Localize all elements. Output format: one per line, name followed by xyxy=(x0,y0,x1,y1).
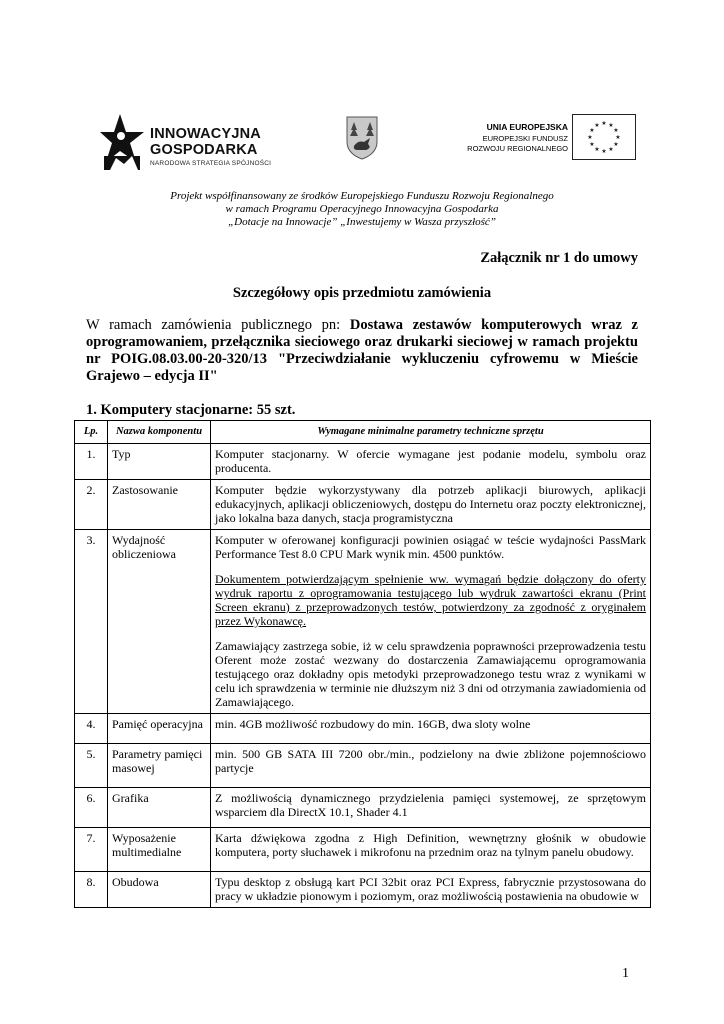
row-requirement xyxy=(211,480,651,530)
svg-text:★: ★ xyxy=(608,146,614,153)
svg-text:★: ★ xyxy=(594,122,600,129)
funding-note xyxy=(74,190,650,229)
row-component: Typ xyxy=(108,444,211,480)
row-number: 2. xyxy=(75,480,108,530)
table-row xyxy=(75,828,651,872)
row-number: 6. xyxy=(75,788,108,828)
row-number: 8. xyxy=(75,872,108,908)
header-component: Nazwa komponentu xyxy=(108,421,211,444)
logo-left-line3: NARODOWA STRATEGIA SPÓJNOŚCI xyxy=(150,160,272,167)
coat-of-arms-icon xyxy=(346,116,378,160)
requirement-text: Karta dźwiękowa zgodna z High Definition, wewnętrzny głośnik w obudowie komputera, porty słuchawek i mikrofonu na przednim oraz na tylnym panelu obudowy. xyxy=(215,831,646,859)
row-component: Obudowa xyxy=(108,872,211,908)
innowacyjna-gospodarka-logo xyxy=(100,112,290,172)
row-number: 7. xyxy=(75,828,108,872)
row-component: Grafika xyxy=(108,788,211,828)
row-requirement xyxy=(211,744,651,788)
svg-text:★: ★ xyxy=(589,141,595,148)
requirement-text: Zamawiający zastrzega sobie, iż w celu sprawdzenia poprawności przeprowadzenia testu Oferent może zostać wezwany do dostarczenia Zamawiającemu oprogramowania testującego oraz dokładny opis metodyki przeprowadzonego testu wraz z wynikami w celu ich sprawdzenia w terminie nie dłuższym niż 3 dni od otrzymania zawiadomienia od Zamawiającego. xyxy=(215,639,646,709)
row-component: Zastosowanie xyxy=(108,480,211,530)
requirement-text: Typu desktop z obsługą kart PCI 32bit oraz PCI Express, fabrycznie przystosowana do pracy w układzie pionowym i poziomym, oraz możliwością postawienia na obudowie w xyxy=(215,875,646,903)
row-requirement xyxy=(211,788,651,828)
row-number: 3. xyxy=(75,530,108,714)
row-requirement xyxy=(211,714,651,744)
svg-text:★: ★ xyxy=(594,146,600,153)
svg-text:★: ★ xyxy=(608,122,614,129)
table-row xyxy=(75,744,651,788)
intro-prefix: W ramach zamówienia publicznego pn: xyxy=(86,317,350,333)
table-row xyxy=(75,444,651,480)
funding-line: w ramach Programu Operacyjnego Innowacyjna Gospodarka xyxy=(225,203,499,215)
table-row xyxy=(75,872,651,908)
annex-label: Załącznik nr 1 do umowy xyxy=(480,250,638,266)
svg-text:★: ★ xyxy=(601,148,607,155)
spec-table xyxy=(74,420,651,908)
svg-text:★: ★ xyxy=(587,134,593,141)
logo-left-line2: GOSPODARKA xyxy=(150,142,258,158)
row-requirement xyxy=(211,530,651,714)
requirement-text: Komputer będzie wykorzystywany dla potrzeb aplikacji biurowych, aplikacji edukacyjnych, aplikacji obliczeniowych, dostępu do Internetu oraz poczty elektronicznej, jako lokalna baza danych, stacja programistyczna xyxy=(215,483,646,525)
row-number: 5. xyxy=(75,744,108,788)
svg-text:★: ★ xyxy=(613,127,619,134)
logo-right-line2: EUROPEJSKI FUNDUSZ xyxy=(482,134,568,143)
document-title: Szczegółowy opis przedmiotu zamówienia xyxy=(232,285,492,301)
logo-bar xyxy=(0,108,724,174)
header-lp: Lp. xyxy=(75,421,108,444)
logo-right-line1: UNIA EUROPEJSKA xyxy=(486,122,568,132)
table-row xyxy=(75,530,651,714)
svg-text:★: ★ xyxy=(589,127,595,134)
logo-left-line1: INNOWACYJNA xyxy=(150,126,261,142)
table-row xyxy=(75,714,651,744)
row-number: 4. xyxy=(75,714,108,744)
svg-text:★: ★ xyxy=(601,120,607,127)
requirement-text: Komputer stacjonarny. W ofercie wymagane jest podanie modelu, symbolu oraz producenta. xyxy=(215,447,646,475)
requirement-text: min. 500 GB SATA III 7200 obr./min., podzielony na dwie zbliżone pojemnościowo partycje xyxy=(215,747,646,775)
svg-text:★: ★ xyxy=(613,141,619,148)
svg-text:★: ★ xyxy=(615,134,621,141)
table-row xyxy=(75,788,651,828)
section-heading: 1. Komputery stacjonarne: 55 szt. xyxy=(86,402,296,418)
page-number: 1 xyxy=(622,966,629,981)
row-component: Wyposażenie multimedialne xyxy=(108,828,211,872)
row-requirement xyxy=(211,828,651,872)
requirement-text-underlined: Dokumentem potwierdzającym spełnienie ww. wymagań będzie dołączony do oferty wydruk raportu z oprogramowania testującego lub wydruk zawartości ekranu (Print Screen ekranu) z przeprowadzonych testów, potwierdzony za zgodność z oryginałem przez Wykonawcę. xyxy=(215,572,646,628)
requirement-text: Komputer w oferowanej konfiguracji powinien osiągać w teście wydajności PassMark Performance Test 8.0 CPU Mark wynik min. 4500 punktów. xyxy=(215,533,646,561)
table-row xyxy=(75,480,651,530)
eu-flag-icon xyxy=(572,114,636,160)
requirement-text: Z możliwością dynamicznego przydzielenia pamięci systemowej, ze sprzętowym wsparciem dla DirectX 10.1, Shader 4.1 xyxy=(215,791,646,819)
header-requirements: Wymagane minimalne parametry techniczne sprzętu xyxy=(211,421,651,444)
eu-logo xyxy=(446,112,636,168)
row-number: 1. xyxy=(75,444,108,480)
row-component: Parametry pamięci masowej xyxy=(108,744,211,788)
row-component: Pamięć operacyjna xyxy=(108,714,211,744)
intro-paragraph xyxy=(86,317,638,385)
intro-project-name: Dostawa zestawów komputerowych wraz z oprogramowaniem, przełącznika sieciowego oraz drukarki sieciowej w ramach projektu nr POIG.08.03.00-20-320/13 "Przeciwdziałanie wykluczeniu cyfrowemu w Mieście Grajewo – edycja II" xyxy=(86,317,638,384)
row-component: Wydajność obliczeniowa xyxy=(108,530,211,714)
row-requirement xyxy=(211,872,651,908)
funding-line: Projekt współfinansowany ze środków Europejskiego Funduszu Rozwoju Regionalnego xyxy=(170,190,554,202)
logo-right-line3: ROZWOJU REGIONALNEGO xyxy=(467,144,568,153)
table-header-row xyxy=(75,421,651,444)
requirement-text: min. 4GB możliwość rozbudowy do min. 16GB, dwa sloty wolne xyxy=(215,717,531,731)
star-person-icon xyxy=(100,112,146,172)
funding-line: „Dotacje na Innowacje” „Inwestujemy w Wasza przyszłość” xyxy=(228,216,496,228)
row-requirement xyxy=(211,444,651,480)
